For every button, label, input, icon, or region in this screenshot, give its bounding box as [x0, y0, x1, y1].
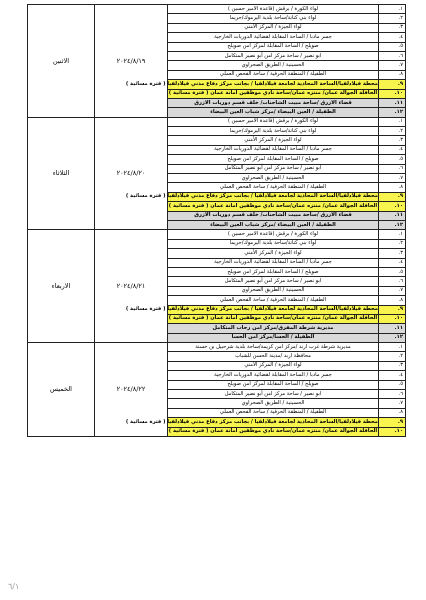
day-cell: الاثنين — [28, 5, 95, 118]
site-cell: الطفيلة / العين البيضاء /مركز شباب العين البيضاء — [168, 220, 379, 229]
site-cell: الحافلة الجوالة عمان/ منتزه عمان/ساحة نادي موظفين امانة عمان ( فترة مسائية ) — [168, 427, 379, 436]
site-cell: لواء بني كنانة/ساحة بلدية اليرموك/حريما — [168, 127, 379, 136]
site-cell: مديرية شرطة المفرق/مركز امن رحاب المتكامل — [168, 324, 379, 333]
site-cell: الطفيلة / المنطقة الحرفية / ساحة الفحص العملي — [168, 70, 379, 79]
row-number: ٥. — [379, 267, 406, 276]
row-number: ٧. — [379, 399, 406, 408]
row-number: ٤. — [379, 145, 406, 154]
row-number: ١٢. — [379, 333, 406, 342]
site-cell: لواء بني كنانة/ساحة بلدية اليرموك/حريما — [168, 14, 379, 23]
date-cell: ٢٠٢٤/٨/١٩ — [95, 5, 168, 118]
site-cell: الحسينية / الطريق الصحراوي — [168, 61, 379, 70]
site-cell: الطفيلة / الحسا/مركز امن الحسا — [168, 333, 379, 342]
date-cell: ٢٠٢٤/٨/٢٢ — [95, 343, 168, 437]
row-number: ٣. — [379, 23, 406, 32]
site-cell: محطة فيلادلفيا/الساحة المحاذية لجامعة فيلادلفيا / بجانب مركز دفاع مدني فيلادلفيا ( فترة مسائية ) — [168, 192, 379, 201]
site-cell: الطفيلة / المنطقة الحرفية / ساحة الفحص العملي — [168, 408, 379, 417]
row-number: ١. — [379, 343, 406, 352]
row-number: ١١. — [379, 324, 406, 333]
row-number: ٢. — [379, 239, 406, 248]
site-cell: الطفيلة / المنطقة الحرفية / ساحة الفحص العملي — [168, 296, 379, 305]
site-cell: لواء الجيزة / المركز الأمني — [168, 23, 379, 32]
row-number: ١٠. — [379, 427, 406, 436]
row-number: ٢. — [379, 127, 406, 136]
site-cell: الحسينية / الطريق الصحراوي — [168, 174, 379, 183]
row-number: ١٠. — [379, 89, 406, 98]
row-number: ٥. — [379, 155, 406, 164]
site-cell: لواء الجيزة / المركز الأمني — [168, 361, 379, 370]
row-number: ١. — [379, 117, 406, 126]
site-cell: الحافلة الجوالة عمان/ منتزه عمان/ساحة نادي موظفين امانة عمان ( فترة مسائية ) — [168, 202, 379, 211]
site-cell: جسر مادبا / الساحة المقابلة لقضائية الدوريات الخارجية — [168, 371, 379, 380]
row-number: ٩. — [379, 305, 406, 314]
site-cell: لواء الجيزة / المركز الأمني — [168, 136, 379, 145]
schedule-row — [28, 5, 406, 14]
site-cell: ابو نصير / ساحة مركز امن أبو نصير المتكامل — [168, 390, 379, 399]
site-cell: صويلح / الساحة المقابلة لمركز امن صويلح — [168, 155, 379, 164]
site-cell: محطة فيلادلفيا/الساحة المحاذية لجامعة فيلادلفيا / بجانب مركز دفاع مدني فيلادلفيا ( فترة مسائية ) — [168, 418, 379, 427]
site-cell: لواء الكورة / برقش (قاعدة الامير حسين ) — [168, 230, 379, 239]
site-cell: لواء بني كنانة/ساحة بلدية اليرموك/حريما — [168, 239, 379, 248]
row-number: ٤. — [379, 371, 406, 380]
site-cell: قضاء الازرق /ساحة مبيت الشاحنات/ خلف قسم دوريات الازرق — [168, 211, 379, 220]
site-cell: الحافلة الجوالة عمان/ منتزه عمان/ساحة نادي موظفين امانة عمان ( فترة مسائية ) — [168, 314, 379, 323]
site-cell: جسر مادبا / الساحة المقابلة لقضائية الدوريات الخارجية — [168, 258, 379, 267]
row-number: ١. — [379, 230, 406, 239]
row-number: ٨. — [379, 296, 406, 305]
row-number: ١. — [379, 5, 406, 14]
site-cell: الحسينية / الطريق الصحراوي — [168, 399, 379, 408]
site-cell: ابو نصير / ساحة مركز امن أبو نصير المتكامل — [168, 164, 379, 173]
site-cell: الطفيلة / المنطقة الحرفية / ساحة الفحص العملي — [168, 183, 379, 192]
row-number: ١١. — [379, 211, 406, 220]
row-number: ١٠. — [379, 202, 406, 211]
site-cell: محطة فيلادلفيا/الساحة المحاذية لجامعة فيلادلفيا / بجانب مركز دفاع مدني فيلادلفيا ( فترة مسائية ) — [168, 305, 379, 314]
row-number: ٧. — [379, 61, 406, 70]
site-cell: جسر مادبا / الساحة المقابلة لقضائية الدوريات الخارجية — [168, 145, 379, 154]
row-number: ٥. — [379, 380, 406, 389]
site-cell: لواء الجيزة / المركز الأمني — [168, 249, 379, 258]
date-cell: ٢٠٢٤/٨/٢٠ — [95, 117, 168, 230]
site-cell: صويلح / الساحة المقابلة لمركز امن صويلح — [168, 267, 379, 276]
schedule-table — [27, 4, 406, 437]
day-cell: الثلاثاء — [28, 117, 95, 230]
schedule-row — [28, 343, 406, 352]
row-number: ٩. — [379, 80, 406, 89]
row-number: ٨. — [379, 408, 406, 417]
site-cell: الطفيلة / العين البيضاء /مركز شباب العين البيضاء — [168, 108, 379, 117]
day-cell: الاربعاء — [28, 230, 95, 343]
schedule-body — [28, 5, 406, 437]
site-cell: ابو نصير / ساحة مركز امن أبو نصير المتكامل — [168, 51, 379, 60]
site-cell: جسر مادبا / الساحة المقابلة لقضائية الدوريات الخارجية — [168, 33, 379, 42]
site-cell: صويلح / الساحة المقابلة لمركز امن صويلح — [168, 42, 379, 51]
row-number: ٨. — [379, 183, 406, 192]
site-cell: لواء الكورة / برقش (قاعدة الامير حسين ) — [168, 117, 379, 126]
row-number: ٤. — [379, 33, 406, 42]
row-number: ٤. — [379, 258, 406, 267]
row-number: ٣. — [379, 361, 406, 370]
site-cell: محافظة اربد /مدينة الحسن للشباب — [168, 352, 379, 361]
day-cell: الخميس — [28, 343, 95, 437]
page-number: ٦/١ — [8, 582, 20, 591]
schedule-row — [28, 117, 406, 126]
site-cell: صويلح / الساحة المقابلة لمركز امن صويلح — [168, 380, 379, 389]
row-number: ٢. — [379, 352, 406, 361]
row-number: ٦. — [379, 390, 406, 399]
row-number: ١٢. — [379, 108, 406, 117]
site-cell: مديرية شرطة غرب اربد /مركز امن كريمة/ساحة بلدية شرحبيل بن حسنة — [168, 343, 379, 352]
site-cell: ابو نصير / ساحة مركز امن أبو نصير المتكامل — [168, 277, 379, 286]
row-number: ٧. — [379, 286, 406, 295]
row-number: ١٢. — [379, 220, 406, 229]
row-number: ٣. — [379, 136, 406, 145]
row-number: ٢. — [379, 14, 406, 23]
row-number: ٦. — [379, 164, 406, 173]
schedule-sheet — [27, 4, 403, 437]
row-number: ٧. — [379, 174, 406, 183]
site-cell: الحافلة الجوالة عمان/ منتزه عمان/ساحة نادي موظفين امانة عمان ( فترة مسائية ) — [168, 89, 379, 98]
row-number: ٨. — [379, 70, 406, 79]
site-cell: الحسينية / الطريق الصحراوي — [168, 286, 379, 295]
schedule-row — [28, 230, 406, 239]
date-cell: ٢٠٢٤/٨/٢١ — [95, 230, 168, 343]
row-number: ٦. — [379, 51, 406, 60]
site-cell: لواء الكورة / برقش (قاعدة الامير حسين ) — [168, 5, 379, 14]
row-number: ٦. — [379, 277, 406, 286]
row-number: ١٠. — [379, 314, 406, 323]
row-number: ٩. — [379, 418, 406, 427]
row-number: ٣. — [379, 249, 406, 258]
row-number: ٩. — [379, 192, 406, 201]
site-cell: قضاء الازرق /ساحة مبيت الشاحنات/ خلف قسم دوريات الازرق — [168, 98, 379, 107]
site-cell: محطة فيلادلفيا/الساحة المحاذية لجامعة فيلادلفيا / بجانب مركز دفاع مدني فيلادلفيا ( فترة مسائية ) — [168, 80, 379, 89]
row-number: ٥. — [379, 42, 406, 51]
row-number: ١١. — [379, 98, 406, 107]
